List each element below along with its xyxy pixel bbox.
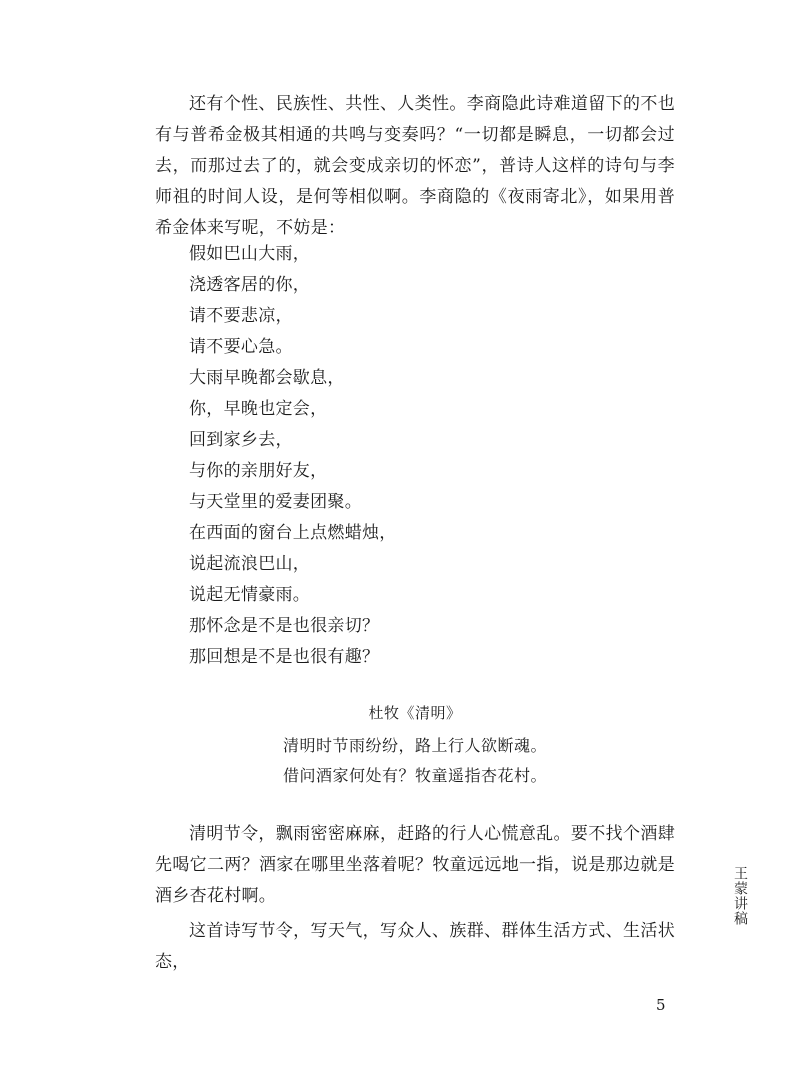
side-note-label: 王蒙讲稿	[732, 866, 748, 926]
paragraph-intro	[155, 89, 675, 244]
quoted-poem-line: 借问酒家何处有？牧童遥指杏花村。	[282, 766, 547, 785]
poem-line: 请不要悲凉，	[189, 306, 293, 326]
poem-line: 大雨早晚都会歇息，	[189, 368, 345, 388]
paragraph-text: 还有个性、民族性、共性、人类性。李商隐此诗难道留下的不也有与普希金极其相通的共鸣与变奏吗？“一切都是瞬息，一切都会过去，而那过去了的，就会变成亲切的怀恋”，普诗人这样的诗句与李师祖的时间人设，是何等相似啊。李商隐的《夜雨寄北》，如果用普希金体来写呢，不妨是：	[155, 94, 675, 238]
poem-block	[189, 239, 397, 673]
poem-line: 那回想是不是也很有趣？	[189, 647, 380, 667]
paragraph-text: 清明节令，飘雨密密麻麻，赶路的行人心慌意乱。要不找个酒肆先喝它二两？酒家在哪里坐落着呢？牧童远远地一指，说是那边就是酒乡杏花村啊。	[155, 824, 675, 906]
page-number: 5	[656, 996, 666, 1014]
poem-line: 浇透客居的你，	[189, 275, 311, 295]
poem-line: 说起流浪巴山，	[189, 554, 311, 574]
poem-line: 与天堂里的爱妻团聚。	[189, 492, 362, 512]
poem-line: 在西面的窗台上点燃蜡烛，	[189, 523, 397, 543]
poem-line: 请不要心急。	[189, 337, 293, 357]
quoted-poem-line: 清明时节雨纷纷，路上行人欲断魂。	[282, 736, 547, 755]
quoted-poem	[155, 698, 675, 791]
poem-line: 与你的亲朋好友，	[189, 461, 328, 481]
quoted-poem-title: 杜牧《清明》	[368, 704, 462, 722]
paragraph-text: 这首诗写节令，写天气，写众人、族群、群体生活方式、生活状态，	[155, 921, 675, 972]
poem-line: 你，早晚也定会，	[189, 399, 328, 419]
poem-line: 回到家乡去，	[189, 430, 293, 450]
poem-line: 那怀念是不是也很亲切？	[189, 616, 380, 636]
paragraph-commentary	[155, 819, 675, 978]
poem-line: 说起无情豪雨。	[189, 585, 311, 605]
poem-line: 假如巴山大雨，	[189, 244, 311, 264]
